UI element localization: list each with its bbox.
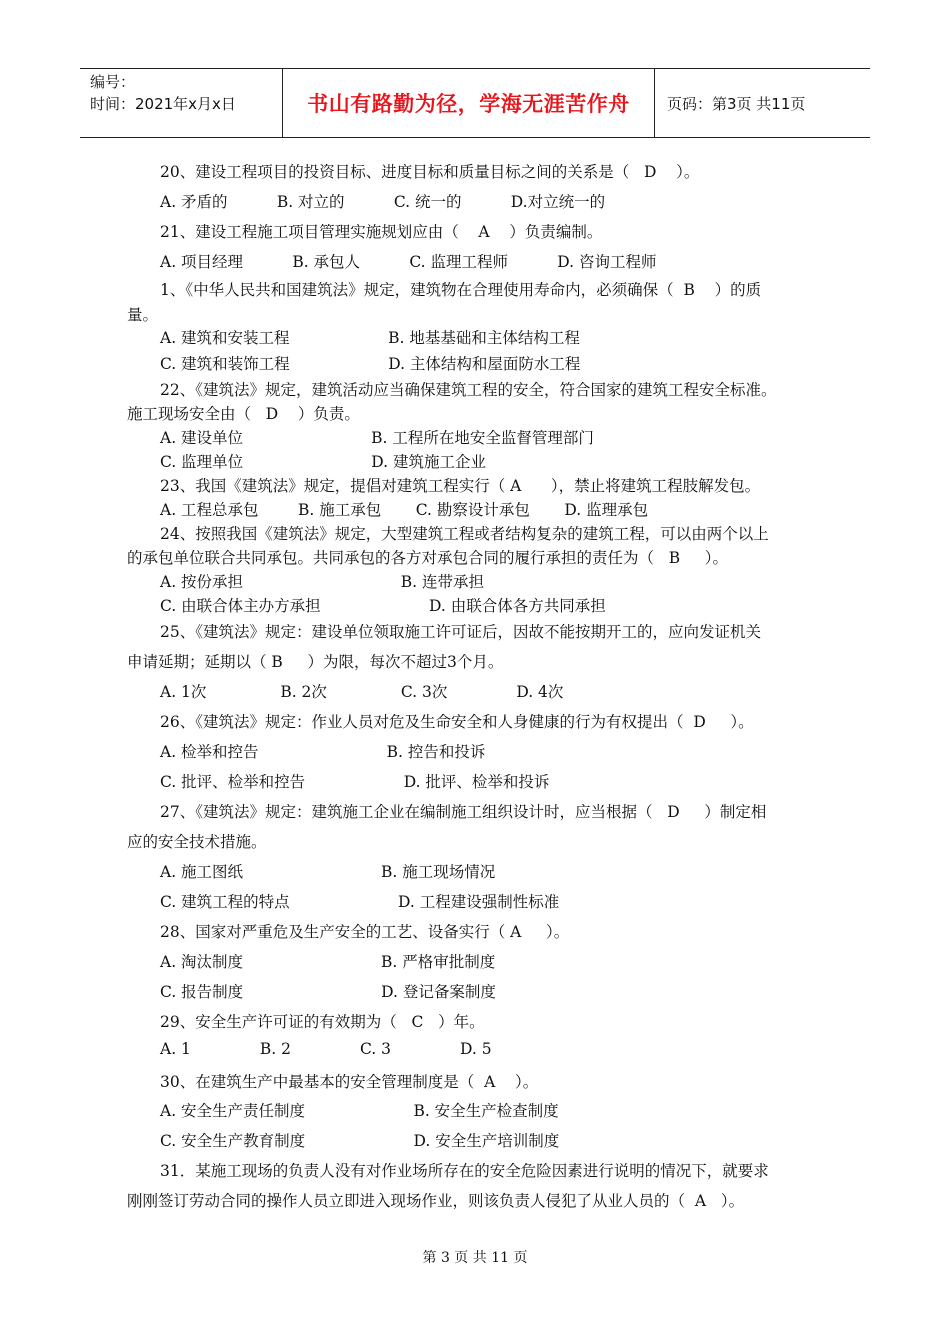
question-26: 26、《建筑法》规定：作业人员对危及生命安全和人身健康的行为有权提出（ D ）。 (160, 713, 754, 731)
question-20: 20、建设工程项目的投资目标、进度目标和质量目标之间的关系是（ D ）。 (160, 163, 700, 181)
page-header (80, 68, 870, 138)
options-20: A. 矛盾的 B. 对立的 C. 统一的 D.对立统一的 (160, 193, 606, 211)
options-25: A. 1次 B. 2次 C. 3次 D. 4次 (160, 683, 564, 701)
options-26-ab: A. 检举和控告 B. 控告和投诉 (160, 743, 486, 761)
question-23: 23、我国《建筑法》规定，提倡对建筑工程实行（ A ），禁止将建筑工程肢解发包。 (160, 477, 761, 495)
options-27-ab: A. 施工图纸 B. 施工现场情况 (160, 863, 496, 881)
question-24: 24、按照我国《建筑法》规定，大型建筑工程或者结构复杂的建筑工程，可以由两个以上 (160, 525, 769, 543)
options-21: A. 项目经理 B. 承包人 C. 监理工程师 D. 咨询工程师 (160, 253, 657, 271)
question-29: 29、安全生产许可证的有效期为（ C ）年。 (160, 1013, 485, 1031)
question-30: 30、在建筑生产中最基本的安全管理制度是（ A ）。 (160, 1073, 539, 1091)
question-22-cont: 施工现场安全由（ D ）负责。 (127, 405, 360, 423)
header-page-info: 页码：第3页 共11页 (667, 94, 806, 113)
question-27: 27、《建筑法》规定：建筑施工企业在编制施工组织设计时，应当根据（ D ）制定相 (160, 803, 767, 821)
options-23: A. 工程总承包 B. 施工承包 C. 勘察设计承包 D. 监理承包 (160, 501, 649, 519)
number-label: 编号： (90, 73, 136, 91)
options-24-cd: C. 由联合体主办方承担 D. 由联合体各方共同承担 (160, 597, 606, 615)
question-31: 31．某施工现场的负责人没有对作业场所存在的安全危险因素进行说明的情况下，就要求 (160, 1162, 769, 1180)
question-25-cont: 申请延期；延期以（ B ）为限，每次不超过3个月。 (127, 653, 504, 671)
time-label: 时间：2021年x月x日 (90, 95, 236, 113)
question-1-cont: 量。 (127, 306, 159, 324)
question-21: 21、建设工程施工项目管理实施规划应由（ A ）负责编制。 (160, 223, 603, 241)
options-22-ab: A. 建设单位 B. 工程所在地安全监督管理部门 (160, 429, 594, 447)
question-22: 22、《建筑法》规定，建筑活动应当确保建筑工程的安全，符合国家的建筑工程安全标准。 (160, 381, 777, 399)
header-motto: 书山有路勤为径，学海无涯苦作舟 (283, 69, 655, 137)
options-30-cd: C. 安全生产教育制度 D. 安全生产培训制度 (160, 1132, 560, 1150)
options-1-cd: C. 建筑和装饰工程 D. 主体结构和屋面防水工程 (160, 355, 581, 373)
page-footer: 第 3 页 共 11 页 (422, 1250, 528, 1266)
question-28: 28、国家对严重危及生产安全的工艺、设备实行（ A ）。 (160, 923, 570, 941)
question-25: 25、《建筑法》规定：建设单位领取施工许可证后，因故不能按期开工的，应向发证机关 (160, 623, 761, 641)
options-28-ab: A. 淘汰制度 B. 严格审批制度 (160, 953, 496, 971)
options-28-cd: C. 报告制度 D. 登记备案制度 (160, 983, 496, 1001)
options-27-cd: C. 建筑工程的特点 D. 工程建设强制性标准 (160, 893, 560, 911)
question-31-cont: 刚刚签订劳动合同的操作人员立即进入现场作业，则该负责人侵犯了从业人员的（ A ）。 (127, 1192, 745, 1210)
options-29: A. 1 B. 2 C. 3 D. 5 (160, 1040, 492, 1058)
options-24-ab: A. 按份承担 B. 连带承担 (160, 573, 484, 591)
options-1-ab: A. 建筑和安装工程 B. 地基基础和主体结构工程 (160, 329, 580, 347)
question-27-cont: 应的安全技术措施。 (127, 833, 267, 851)
header-meta (80, 69, 283, 137)
options-30-ab: A. 安全生产责任制度 B. 安全生产检查制度 (160, 1102, 559, 1120)
options-22-cd: C. 监理单位 D. 建筑施工企业 (160, 453, 486, 471)
question-1: 1、《中华人民共和国建筑法》规定，建筑物在合理使用寿命内，必须确保（ B ）的质 (160, 281, 762, 299)
options-26-cd: C. 批评、检举和控告 D. 批评、检举和投诉 (160, 773, 550, 791)
question-24-cont: 的承包单位联合共同承包。共同承包的各方对承包合同的履行承担的责任为（ B ）。 (127, 549, 729, 567)
